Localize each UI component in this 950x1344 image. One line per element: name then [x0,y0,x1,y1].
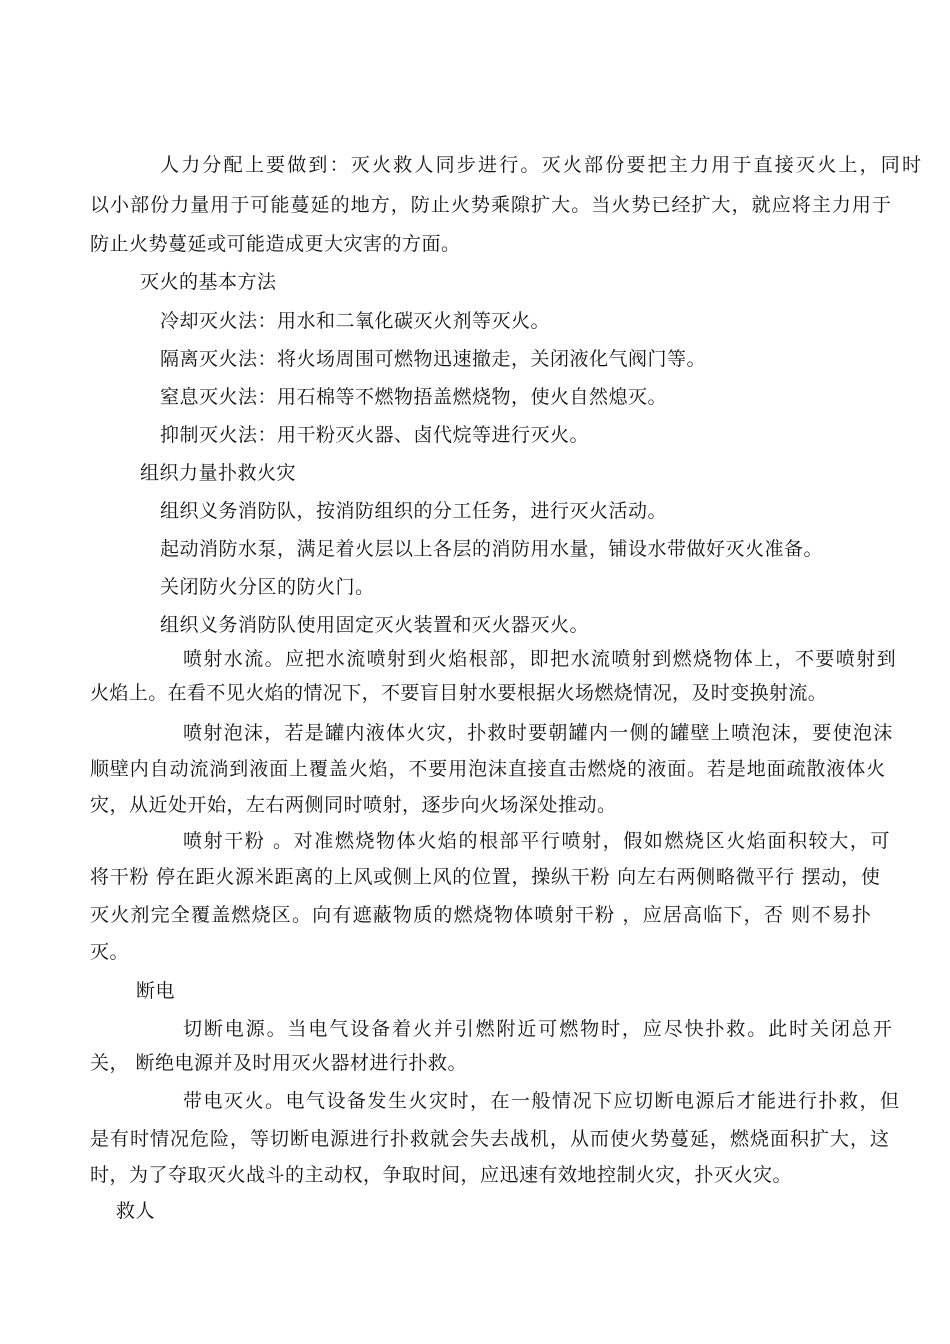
organize-item: 关闭防火分区的防火门。 [160,576,375,598]
organize-item: 组织义务消防队，按消防组织的分工任务，进行灭火活动。 [160,500,668,522]
paragraph-line: 切断电源。当电气设备着火并引燃附近可燃物时，应尽快扑救。此时关闭总开 [183,1018,894,1040]
paragraph-line: 带电灭火。电气设备发生火灾时，在一般情况下应切断电源后才能进行扑救，但 [183,1090,901,1112]
paragraph-line: 灾，从近处开始，左右两侧同时喷射，逐步向火场深处推动。 [90,794,617,816]
paragraph-line: 关， 断绝电源并及时用灭火器材进行扑救。 [90,1052,468,1074]
section-heading: 断电 [136,980,176,1002]
method-item: 隔离灭火法：将火场周围可燃物迅速撤走，关闭液化气阀门等。 [160,348,707,370]
paragraph-line: 是有时情况危险，等切断电源进行扑救就会失去战机，从而使火势蔓延，燃烧面积扩大，这 [90,1128,891,1150]
section-heading: 救人 [116,1200,156,1222]
paragraph-line: 时，为了夺取灭火战斗的主动权，争取时间，应迅速有效地控制火灾，扑灭火灾。 [90,1164,793,1186]
paragraph-line [160,152,924,178]
method-item: 窒息灭火法：用石棉等不燃物捂盖燃烧物，使火自然熄灭。 [160,386,668,408]
section-heading: 组织力量扑救火灾 [140,462,297,484]
text: 人力分配上要做到：灭火救人同步进行。灭火部份要把主力用于直接灭火上，同时 [160,154,924,176]
paragraph-line: 喷射水流。应把水流喷射到火焰根部，即把水流喷射到燃烧物体上，不要喷射到 [183,648,898,670]
paragraph-line: 以小部份力量用于可能蔓延的地方，防止火势乘隙扩大。当火势已经扩大，就应将主力用于 [90,194,893,216]
method-item: 冷却灭火法：用水和二氧化碳灭火剂等灭火。 [160,310,551,332]
organize-item: 组织义务消防队使用固定灭火装置和灭火器灭火。 [160,614,590,636]
paragraph-line: 将干粉 停在距火源米距离的上风或侧上风的位置，操纵干粉 向左右两侧略微平行 摆动，使 [90,866,881,888]
section-heading: 灭火的基本方法 [140,271,277,293]
paragraph-line: 灭火剂完全覆盖燃烧区。向有遮蔽物质的燃烧物体喷射干粉 ，应居高临下，否 则不易扑 [90,904,873,926]
organize-item: 起动消防水泵，满足着火层以上各层的消防用水量，铺设水带做好灭火准备。 [160,538,824,560]
paragraph-line: 防止火势蔓延或可能造成更大灾害的方面。 [90,233,461,255]
paragraph-line: 顺壁内自动流淌到液面上覆盖火焰，不要用泡沫直接直击燃烧的液面。若是地面疏散液体火 [90,758,887,780]
method-item: 抑制灭火法：用干粉灭火器、卤代烷等进行灭火。 [160,424,590,446]
paragraph-line: 灭。 [90,941,130,963]
paragraph-line: 火焰上。在看不见火焰的情况下，不要盲目射水要根据火场燃烧情况，及时变换射流。 [90,682,828,704]
paragraph-line: 喷射干粉 。对准燃烧物体火焰的根部平行喷射，假如燃烧区火焰面积较大，可 [183,830,892,852]
paragraph-line: 喷射泡沫，若是罐内液体火灾，扑救时要朝罐内一侧的罐壁上喷泡沫，要使泡沫 [183,722,894,744]
